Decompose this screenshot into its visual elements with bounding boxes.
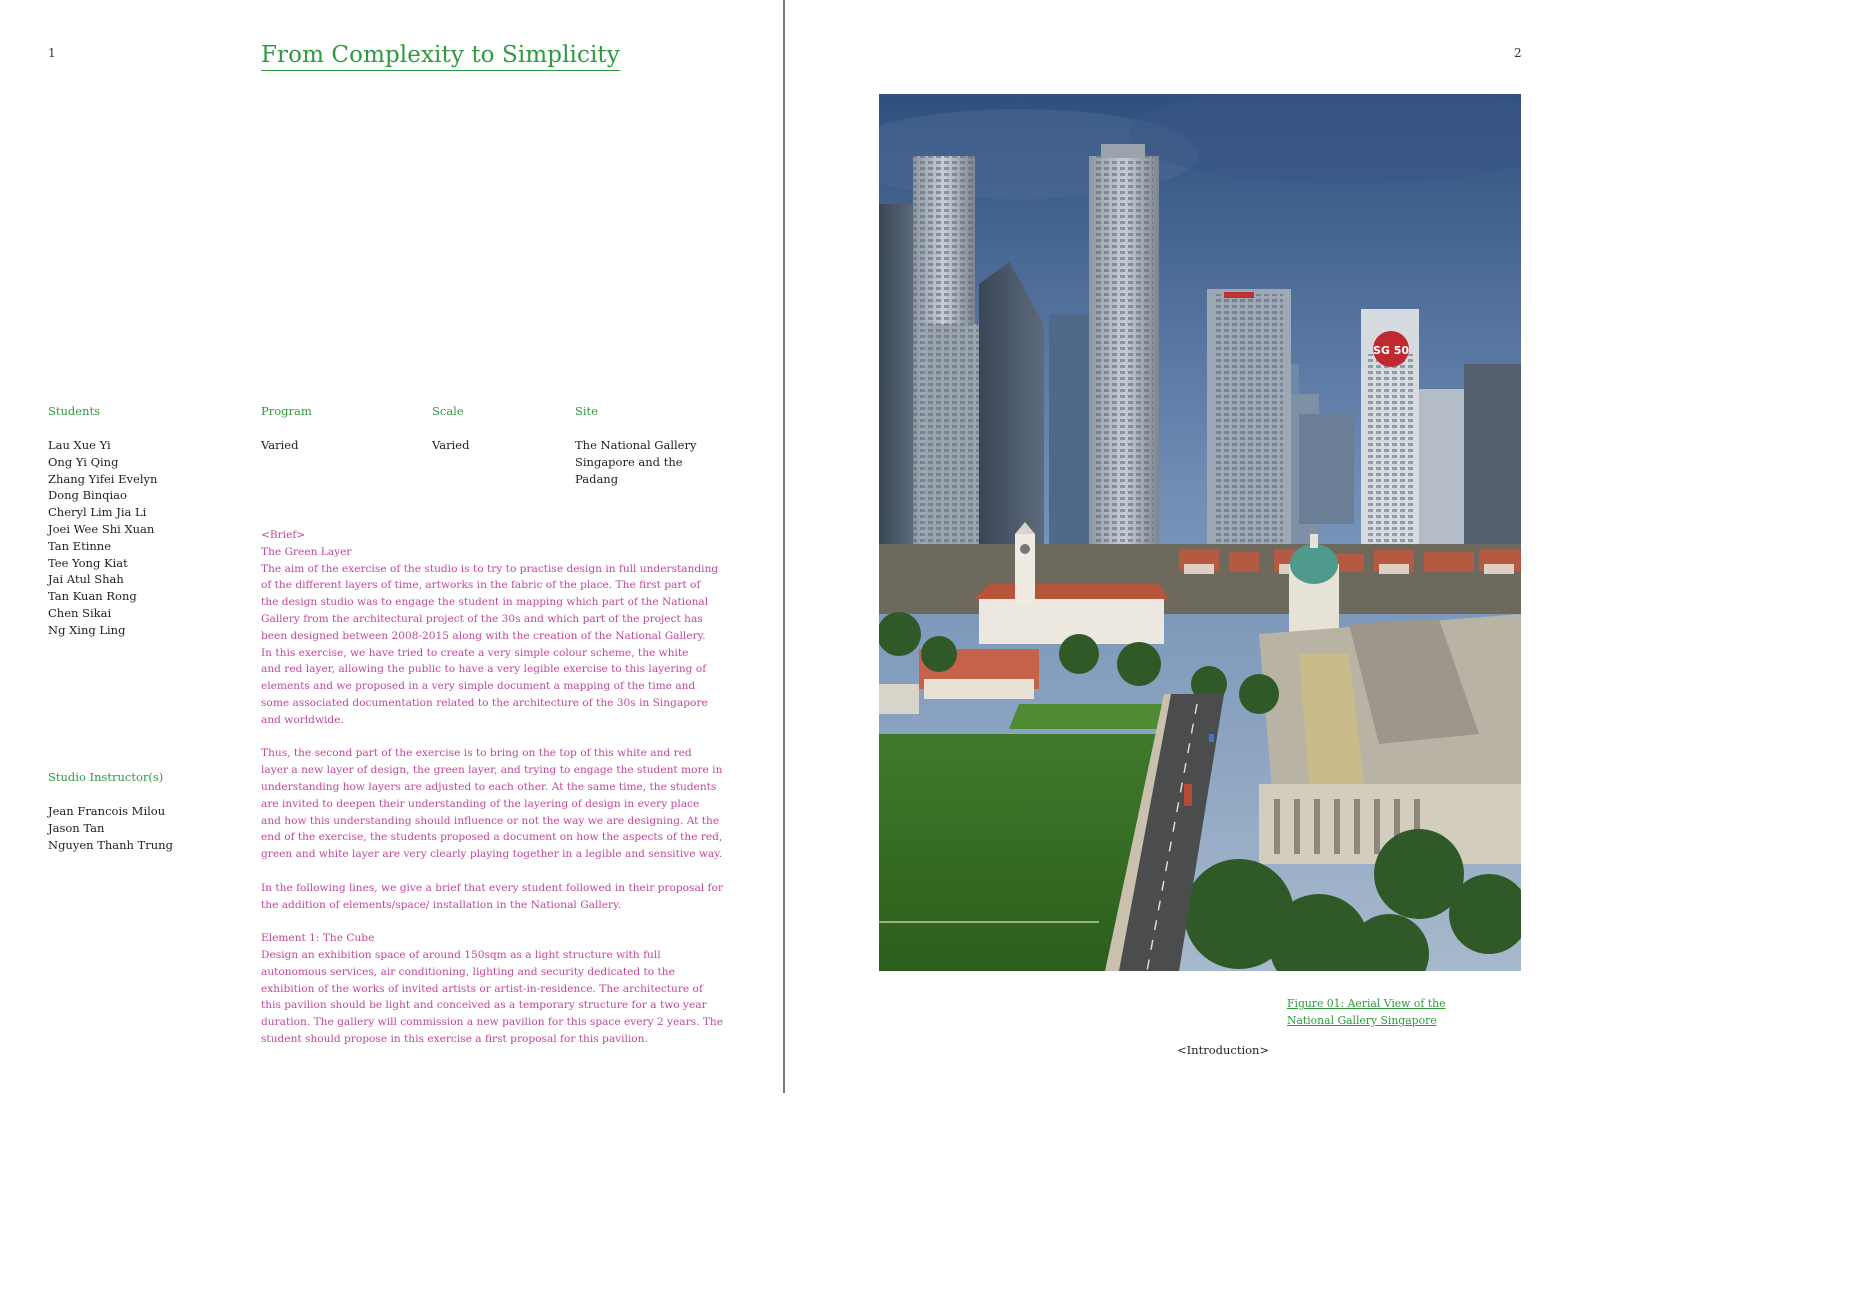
brief-line: elements and we proposed in a very simple document a mapping of the time and — [261, 680, 696, 693]
scale-value: Varied — [432, 438, 470, 452]
site-value — [575, 437, 696, 487]
caption-line: Figure 01: Aerial View of the — [1287, 997, 1446, 1010]
brief-line: green and white layer are very clearly playing together in a legible and sensitive way. — [261, 848, 723, 861]
brief-line: of the different layers of time, artworks in the fabric of the place. The first part of — [261, 579, 701, 592]
student-name: Jai Atul Shah — [48, 572, 124, 587]
brief-line: The aim of the exercise of the studio is to try to practise design in full understanding — [261, 562, 719, 575]
brief-line: the addition of elements/space/ installation in the National Gallery. — [261, 898, 622, 911]
brief-line: understanding how layers are adjusted to each other. At the same time, the students — [261, 780, 717, 793]
brief-line: Design an exhibition space of around 150sqm as a light structure with full — [261, 948, 661, 961]
instructor-name: Jean Francois Milou — [48, 804, 166, 818]
brief-line: been designed between 2008-2015 along with the creation of the National Gallery. — [261, 629, 706, 642]
student-name: Cheryl Lim Jia Li — [48, 505, 147, 520]
brief-line: Gallery from the architectural project of the 30s and which part of the project has — [261, 612, 703, 625]
brief-line: Thus, the second part of the exercise is to bring on the top of this white and red — [261, 747, 692, 760]
student-name: Ong Yi Qing — [48, 454, 119, 469]
brief-line: the design studio was to engage the student in mapping which part of the National — [261, 596, 709, 609]
aerial-photo-illustration — [879, 94, 1521, 971]
left-page — [0, 0, 783, 1093]
student-name: Joei Wee Shi Xuan — [48, 521, 155, 536]
site-line: Singapore and the — [575, 454, 683, 469]
instructors-list — [48, 803, 173, 853]
student-name: Zhang Yifei Evelyn — [48, 471, 158, 486]
photo-signage: SG 50 — [1372, 344, 1410, 357]
section-tag: <Introduction> — [1177, 1043, 1270, 1057]
caption-line: National Gallery Singapore — [1287, 1014, 1437, 1027]
brief-line: and red layer, allowing the public to have a very legible exercise to this layering of — [261, 663, 707, 676]
student-name: Tan Kuan Rong — [48, 589, 137, 604]
site-line: Padang — [575, 471, 619, 486]
right-page — [785, 0, 1568, 1093]
figure-caption — [1287, 995, 1445, 1029]
program-value: Varied — [261, 438, 299, 452]
student-name: Dong Binqiao — [48, 488, 127, 503]
program-heading: Program — [261, 404, 312, 418]
site-heading: Site — [575, 404, 598, 418]
paragraph-gap — [261, 863, 701, 880]
student-name: Chen Sikai — [48, 605, 112, 620]
page-number-left: 1 — [48, 46, 56, 60]
brief-subtitle: The Green Layer — [261, 545, 352, 558]
page-title: From Complexity to Simplicity — [261, 42, 620, 71]
brief-line: layer a new layer of design, the green layer, and trying to engage the student more in — [261, 764, 723, 777]
student-name: Lau Xue Yi — [48, 438, 111, 452]
paragraph-gap — [261, 729, 701, 746]
brief-line: student should propose in this exercise a first proposal for this pavilion. — [261, 1032, 648, 1045]
student-name: Ng Xing Ling — [48, 622, 126, 637]
brief-line: some associated documentation related to the architecture of the 30s in Singapore — [261, 696, 708, 709]
students-list — [48, 437, 157, 639]
brief-line: autonomous services, air conditioning, lighting and security dedicated to the — [261, 965, 675, 978]
site-line: The National Gallery — [575, 438, 697, 452]
aerial-photo — [879, 94, 1521, 971]
page-number-right: 2 — [1514, 46, 1522, 60]
brief-line: this pavilion should be light and conceived as a temporary structure for a two year — [261, 999, 707, 1012]
element-title: Element 1: The Cube — [261, 932, 375, 945]
brief-line: and how this understanding should influence or not the way we are designing. At the — [261, 814, 720, 827]
brief-tag: <Brief> — [261, 529, 306, 541]
brief-text — [261, 527, 724, 1048]
students-heading: Students — [48, 404, 101, 418]
student-name: Tan Etinne — [48, 538, 112, 553]
brief-line: end of the exercise, the students proposed a document on how the aspects of the red, — [261, 831, 723, 844]
scale-heading: Scale — [432, 404, 464, 418]
brief-line: exhibition of the works of invited artists or artist-in-residence. The architecture of — [261, 982, 703, 995]
brief-line: In this exercise, we have tried to create a very simple colour scheme, the white — [261, 646, 689, 659]
student-name: Tee Yong Kiat — [48, 555, 128, 570]
paragraph-gap — [261, 913, 701, 930]
brief-line: and worldwide. — [261, 713, 344, 726]
instructor-name: Jason Tan — [48, 820, 105, 835]
instructors-heading: Studio Instructor(s) — [48, 770, 164, 784]
brief-line: duration. The gallery will commission a new pavilion for this space every 2 years. The — [261, 1016, 724, 1029]
brief-line: In the following lines, we give a brief that every student followed in their proposal for — [261, 881, 723, 894]
brief-line: are invited to deepen their understanding of the layering of design in every place — [261, 797, 700, 810]
instructor-name: Nguyen Thanh Trung — [48, 837, 173, 852]
